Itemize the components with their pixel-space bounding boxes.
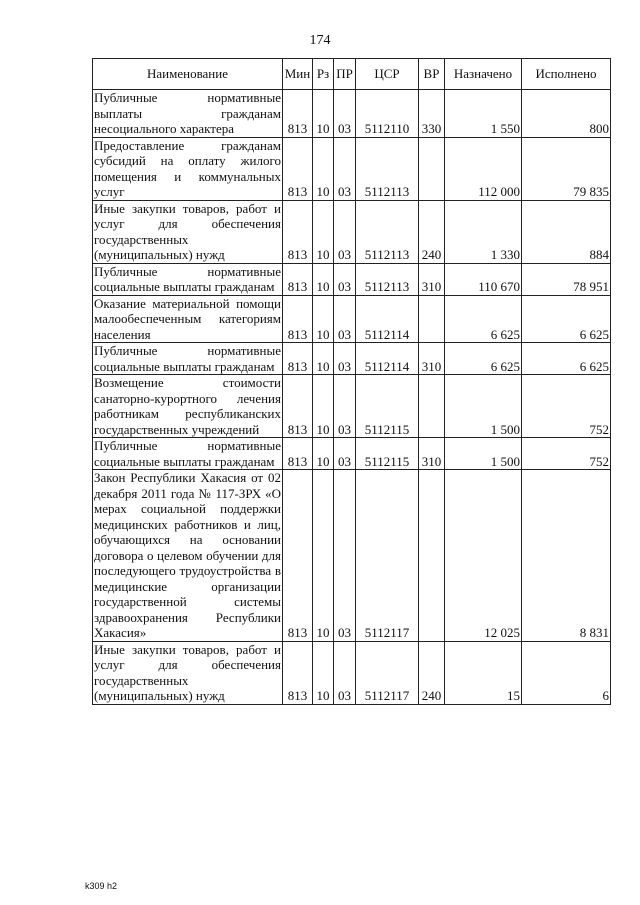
page-number: 174 bbox=[309, 33, 331, 48]
row-csr: 5112113 bbox=[356, 200, 419, 263]
row-name: Иные закупки товаров, работ и услуг для обеспечения государственных (муниципальных) нужд bbox=[94, 200, 281, 262]
row-vr: 310 bbox=[419, 263, 445, 295]
row-vr bbox=[419, 375, 445, 438]
row-min: 813 bbox=[283, 90, 313, 138]
row-executed: 78 951 bbox=[522, 263, 611, 295]
row-rz: 10 bbox=[313, 137, 334, 200]
row-pr: 03 bbox=[334, 343, 356, 375]
row-vr bbox=[419, 137, 445, 200]
row-vr: 240 bbox=[419, 200, 445, 263]
col-header-assigned: Назначено bbox=[445, 59, 522, 90]
row-executed: 6 625 bbox=[522, 295, 611, 343]
row-vr: 330 bbox=[419, 90, 445, 138]
row-rz: 10 bbox=[313, 200, 334, 263]
table-row bbox=[93, 295, 611, 343]
row-vr: 310 bbox=[419, 343, 445, 375]
row-rz: 10 bbox=[313, 295, 334, 343]
row-pr: 03 bbox=[334, 375, 356, 438]
row-executed: 6 bbox=[522, 641, 611, 704]
row-assigned: 1 500 bbox=[445, 375, 522, 438]
row-assigned: 6 625 bbox=[445, 343, 522, 375]
row-pr: 03 bbox=[334, 137, 356, 200]
col-header-pr: ПР bbox=[334, 59, 356, 90]
row-min: 813 bbox=[283, 295, 313, 343]
row-min: 813 bbox=[283, 641, 313, 704]
row-csr: 5112113 bbox=[356, 137, 419, 200]
row-name: Публичные нормативные социальные выплаты гражданам bbox=[94, 438, 281, 469]
row-name: Публичные нормативные социальные выплаты гражданам bbox=[94, 343, 281, 374]
row-csr: 5112117 bbox=[356, 641, 419, 704]
table-row bbox=[93, 375, 611, 438]
row-vr: 310 bbox=[419, 438, 445, 470]
row-csr: 5112115 bbox=[356, 375, 419, 438]
row-min: 813 bbox=[283, 263, 313, 295]
row-rz: 10 bbox=[313, 641, 334, 704]
table-row bbox=[93, 343, 611, 375]
row-executed: 752 bbox=[522, 438, 611, 470]
row-rz: 10 bbox=[313, 90, 334, 138]
row-rz: 10 bbox=[313, 343, 334, 375]
row-rz: 10 bbox=[313, 470, 334, 642]
row-name: Иные закупки товаров, работ и услуг для обеспечения государственных (муниципальных) нужд bbox=[94, 641, 281, 703]
row-assigned: 1 500 bbox=[445, 438, 522, 470]
col-header-csr: ЦСР bbox=[356, 59, 419, 90]
col-header-name: Наименование bbox=[93, 59, 283, 90]
row-min: 813 bbox=[283, 438, 313, 470]
row-executed: 800 bbox=[522, 90, 611, 138]
row-vr bbox=[419, 295, 445, 343]
row-executed: 752 bbox=[522, 375, 611, 438]
table-row bbox=[93, 90, 611, 138]
row-csr: 5112114 bbox=[356, 295, 419, 343]
footer-code: k309 h2 bbox=[85, 881, 118, 891]
table-header bbox=[93, 59, 611, 90]
row-assigned: 110 670 bbox=[445, 263, 522, 295]
row-executed: 6 625 bbox=[522, 343, 611, 375]
row-pr: 03 bbox=[334, 263, 356, 295]
row-name: Закон Республики Хакасия от 02 декабря 2011 года № 117-ЗРХ «О мерах социальной поддержки медицинских работников и лиц, обучающихся на основании договора о целевом обучении для последующего трудоустройства в медицинские организации государственной системы здравоохранения Республики Хакасия» bbox=[94, 470, 281, 640]
row-rz: 10 bbox=[313, 263, 334, 295]
row-assigned: 1 330 bbox=[445, 200, 522, 263]
row-rz: 10 bbox=[313, 375, 334, 438]
row-csr: 5112113 bbox=[356, 263, 419, 295]
row-min: 813 bbox=[283, 343, 313, 375]
row-assigned: 112 000 bbox=[445, 137, 522, 200]
row-pr: 03 bbox=[334, 470, 356, 642]
row-vr: 240 bbox=[419, 641, 445, 704]
row-executed: 884 bbox=[522, 200, 611, 263]
row-min: 813 bbox=[283, 375, 313, 438]
row-rz: 10 bbox=[313, 438, 334, 470]
row-csr: 5112114 bbox=[356, 343, 419, 375]
row-csr: 5112117 bbox=[356, 470, 419, 642]
row-min: 813 bbox=[283, 200, 313, 263]
row-name: Предоставление гражданам субсидий на оплату жилого помещения и коммунальных услуг bbox=[94, 137, 281, 199]
row-assigned: 12 025 bbox=[445, 470, 522, 642]
row-pr: 03 bbox=[334, 438, 356, 470]
row-name: Оказание материальной помощи малообеспеченным категориям населения bbox=[94, 295, 281, 342]
table-row bbox=[93, 263, 611, 295]
col-header-vr: ВР bbox=[419, 59, 445, 90]
row-assigned: 6 625 bbox=[445, 295, 522, 343]
row-csr: 5112115 bbox=[356, 438, 419, 470]
budget-table bbox=[92, 58, 611, 705]
table-row bbox=[93, 200, 611, 263]
row-pr: 03 bbox=[334, 295, 356, 343]
table-row bbox=[93, 641, 611, 704]
col-header-executed: Исполнено bbox=[522, 59, 611, 90]
row-assigned: 1 550 bbox=[445, 90, 522, 138]
table-row bbox=[93, 438, 611, 470]
row-assigned: 15 bbox=[445, 641, 522, 704]
row-name: Публичные нормативные выплаты гражданам несоциального характера bbox=[94, 90, 281, 136]
table-row bbox=[93, 137, 611, 200]
table-row bbox=[93, 470, 611, 642]
row-csr: 5112110 bbox=[356, 90, 419, 138]
row-executed: 79 835 bbox=[522, 137, 611, 200]
row-pr: 03 bbox=[334, 200, 356, 263]
col-header-rz: Рз bbox=[313, 59, 334, 90]
row-name: Публичные нормативные социальные выплаты гражданам bbox=[94, 263, 281, 294]
row-min: 813 bbox=[283, 137, 313, 200]
row-vr bbox=[419, 470, 445, 642]
row-name: Возмещение стоимости санаторно-курортного лечения работникам республиканских государственных учреждений bbox=[94, 375, 281, 437]
row-pr: 03 bbox=[334, 641, 356, 704]
row-min: 813 bbox=[283, 470, 313, 642]
row-executed: 8 831 bbox=[522, 470, 611, 642]
row-pr: 03 bbox=[334, 90, 356, 138]
col-header-min: Мин bbox=[283, 59, 313, 90]
